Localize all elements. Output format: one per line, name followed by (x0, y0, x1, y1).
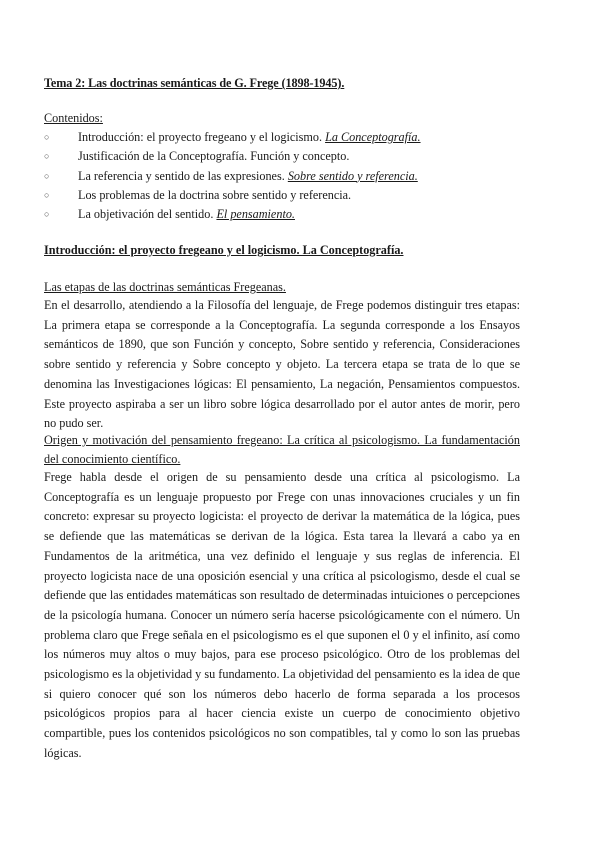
paragraph-origin: Frege habla desde el origen de su pensamiento desde una crítica al psicologismo. La Conceptografía es un lenguaje propuesto por Frege con unas innovaciones cruciales y un fin concreto: expresar su proyecto logicista: el proyecto de derivar la matemática de la lógica, pues se defiende que las matemáticas se derivan de la lógica. Esta tarea la llevará a cabo ya en Fundamentos de la aritmética, una vez definido el lenguaje y sus reglas de inferencia. El proyecto logicista nace de una oposición esencial y una crítica al psicologismo, desde el cual se defiende que las entidades matemáticas son resultado de determinadas intuiciones o percepciones de la psicología humana. Conocer un número sería hacerse psicológicamente con el número. Un problema claro que Frege señala en el psicologismo es el que suponen el 0 y el infinito, así como los números muy altos o muy bajos, para ese proceso psicológico. Otro de los problemas del psicologismo es la objetividad y su fundamento. La objetividad del pensamiento es la idea de que si quiero conocer qué son los números debo hacerlo de forma separada a los procesos psicológicos propios para al hacer ciencia existe un cuerpo de conocimiento objetivo compartible, pues los contenidos psicológicos no son compatibles, tal y como lo son las pruebas lógicas. (44, 470, 520, 760)
hollow-bullet-icon: ○ (44, 209, 50, 220)
contents-item-text: Justificación de la Conceptografía. Función y concepto. (78, 149, 350, 164)
contents-list (44, 128, 520, 224)
contents-label: Contenidos: (44, 111, 103, 125)
hollow-bullet-icon: ○ (44, 151, 50, 162)
contents-item-reference: La Conceptografía. (325, 130, 421, 144)
contents-item (44, 205, 520, 224)
contents-item (44, 186, 520, 205)
contents-item-reference: Sobre sentido y referencia. (287, 168, 418, 183)
section-heading: Introducción: el proyecto fregeano y el logicismo. La Conceptografía. (44, 243, 404, 257)
subsection-heading-origin: Origen y motivación del pensamiento fregeano: La crítica al psicologismo. La fundamentación del conocimiento científico. (44, 433, 520, 467)
hollow-bullet-icon: ○ (44, 170, 50, 181)
contents-item-reference: El pensamiento. (216, 207, 295, 222)
contents-item (44, 128, 520, 147)
contents-item (44, 147, 520, 166)
contents-item (44, 167, 520, 186)
paragraph-stages: En el desarrollo, atendiendo a la Filosofía del lenguaje, de Frege podemos distinguir tres etapas: La primera etapa se corresponde a la Conceptografía. La segunda corresponde a los Ensayos semánticos de 1890, que son Función y concepto, Sobre sentido y referencia, Consideraciones sobre sentido y referencia y Sobre concepto y objeto. La tercera etapa se trata de lo que se denomina las Investigaciones lógicas: El pensamiento, La negación, Pensamientos compuestos. Este proyecto aspiraba a ser un libro sobre lógica desarrollado por el autor antes de morir, pero no pudo ser. (44, 298, 520, 431)
hollow-bullet-icon: ○ (44, 189, 50, 200)
contents-item-text: La referencia y sentido de las expresiones. (78, 168, 288, 183)
contents-item-text: Introducción: el proyecto fregeano y el logicismo. (78, 130, 326, 144)
contents-item-text: Los problemas de la doctrina sobre sentido y referencia. (78, 187, 352, 202)
hollow-bullet-icon: ○ (44, 132, 50, 142)
subsection-heading-stages: Las etapas de las doctrinas semánticas Fregeanas. (44, 280, 286, 294)
contents-item-text: La objetivación del sentido. (78, 207, 217, 222)
document-title: Tema 2: Las doctrinas semánticas de G. Frege (1898-1945). (44, 76, 345, 90)
